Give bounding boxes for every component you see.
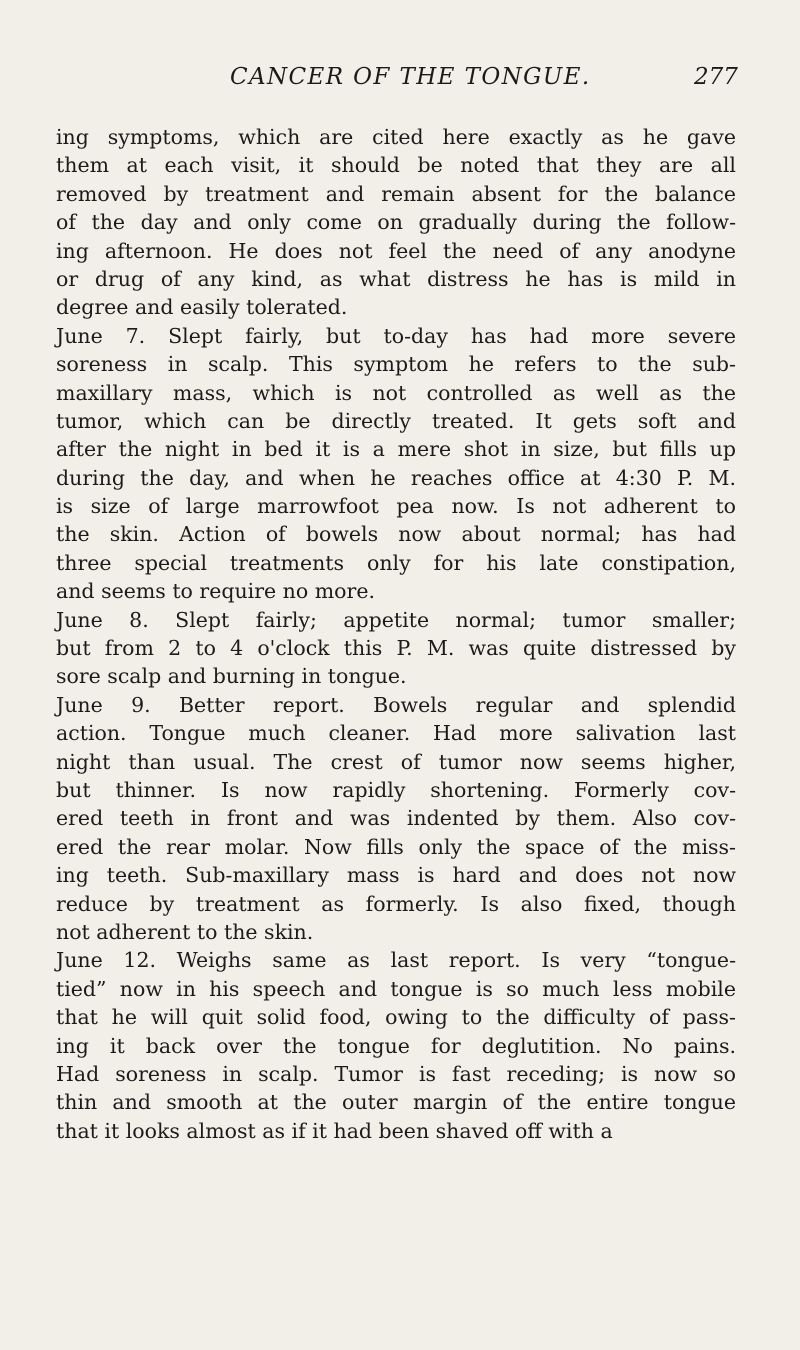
- text-line: ered the rear molar. Now fills only the space of the miss-: [56, 834, 736, 859]
- text-line: of the day and only come on gradually during the follow-: [56, 210, 736, 235]
- text-line: June 7. Slept fairly, but to-day has had more severe: [56, 323, 736, 348]
- text-line: tumor, which can be directly treated. It gets soft and: [56, 408, 736, 433]
- text-line: during the day, and when he reaches office at 4:30 P. M.: [56, 465, 736, 490]
- text-line: June 9. Better report. Bowels regular and splendid: [56, 692, 736, 717]
- text-line: ing afternoon. He does not feel the need of any anodyne: [56, 238, 736, 263]
- text-line: Had soreness in scalp. Tumor is fast receding; is now so: [56, 1061, 736, 1086]
- text-line: reduce by treatment as formerly. Is also fixed, though: [56, 891, 736, 916]
- text-line: ing teeth. Sub-maxillary mass is hard and does not now: [56, 863, 736, 888]
- page-number: 277: [694, 64, 738, 90]
- body-text: [56, 123, 736, 1145]
- running-head: [0, 64, 800, 104]
- text-line: three special treatments only for his late constipation,: [56, 550, 736, 575]
- text-line: maxillary mass, which is not controlled as well as the: [56, 380, 736, 405]
- text-line: action. Tongue much cleaner. Had more salivation last: [56, 721, 736, 746]
- text-line: is size of large marrowfoot pea now. Is not adherent to: [56, 494, 736, 519]
- text-line: but from 2 to 4 o'clock this P. M. was quite distressed by: [56, 636, 736, 661]
- text-line: June 8. Slept fairly; appetite normal; tumor smaller;: [56, 607, 736, 632]
- text-line: tied” now in his speech and tongue is so much less mobile: [56, 976, 736, 1001]
- text-line: ered teeth in front and was indented by them. Also cov-: [56, 806, 736, 831]
- text-line: the skin. Action of bowels now about normal; has had: [56, 522, 736, 547]
- text-line: night than usual. The crest of tumor now seems higher,: [56, 749, 736, 774]
- text-line: them at each visit, it should be noted that they are all: [56, 153, 736, 178]
- text-line: that he will quit solid food, owing to the difficulty of pass-: [56, 1005, 736, 1030]
- text-line: but thinner. Is now rapidly shortening. Formerly cov-: [56, 777, 736, 802]
- text-line: or drug of any kind, as what distress he has is mild in: [56, 266, 736, 291]
- text-line: degree and easily tolerated.: [56, 295, 348, 320]
- text-line: after the night in bed it is a mere shot in size, but fills up: [56, 437, 736, 462]
- text-line: and seems to require no more.: [56, 579, 375, 604]
- text-line: that it looks almost as if it had been shaved off with a: [56, 1118, 613, 1143]
- text-line: thin and smooth at the outer margin of the entire tongue: [56, 1090, 736, 1115]
- running-title: CANCER OF THE TONGUE.: [230, 64, 591, 90]
- text-line: ing it back over the tongue for deglutition. No pains.: [56, 1033, 736, 1058]
- text-line: sore scalp and burning in tongue.: [56, 664, 407, 689]
- text-line: soreness in scalp. This symptom he refers to the sub-: [56, 352, 736, 377]
- text-line: June 12. Weighs same as last report. Is very “tongue-: [56, 948, 736, 973]
- text-line: removed by treatment and remain absent for the balance: [56, 181, 736, 206]
- text-line: not adherent to the skin.: [56, 919, 314, 944]
- text-line: ing symptoms, which are cited here exactly as he gave: [56, 125, 736, 149]
